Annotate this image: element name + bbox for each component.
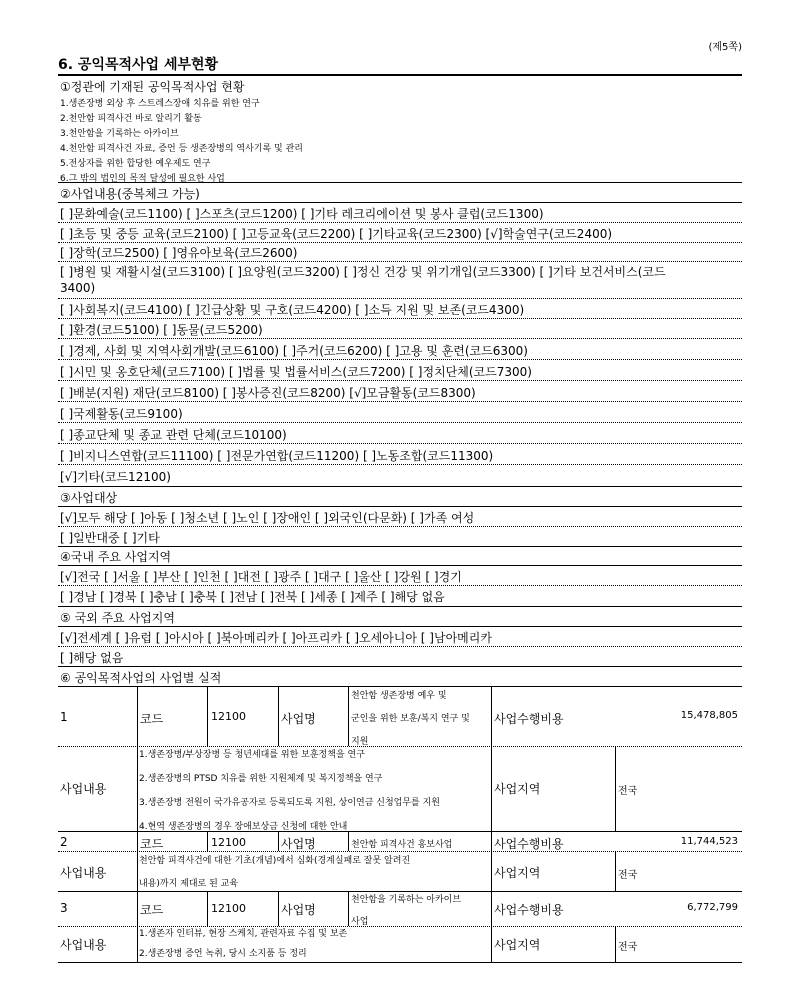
section-divider xyxy=(58,626,742,627)
section-divider xyxy=(58,202,742,203)
business-type-line: [ ]병원 및 재활시설(코드3100) [ ]요양원(코드3200) [ ]정신 건강 및 위기개입(코드3300) [ ]기타 보건서비스(코드 xyxy=(60,265,666,279)
section-divider xyxy=(58,182,742,183)
dotted-divider xyxy=(58,338,742,339)
overseas-region-line: [ ]해당 없음 xyxy=(60,651,124,665)
section1-heading: ①정관에 기재된 공익목적사업 현황 xyxy=(60,80,245,94)
section-divider xyxy=(58,666,742,667)
table-col-border xyxy=(348,686,349,746)
business-content-line: 4.현역 생존장병의 경우 장애보상금 신청에 대한 안내 xyxy=(139,822,348,832)
page-number: (제5쪽) xyxy=(708,42,742,53)
business-name-value: 사업 xyxy=(351,917,369,927)
table-col-border xyxy=(615,851,616,891)
business-cost-value: 15,478,805 xyxy=(680,710,738,721)
table-col-border xyxy=(137,746,138,831)
dotted-divider xyxy=(58,851,742,852)
business-cost-value: 11,744,523 xyxy=(680,836,738,847)
dotted-divider xyxy=(58,298,742,299)
title-underline xyxy=(58,74,742,76)
row-number: 1 xyxy=(60,710,68,724)
business-content-line: 천안함 피격사건에 대한 기초(개념)에서 심화(경계실패로 잘못 알려진 xyxy=(139,856,411,866)
section1-item: 6.그 밖의 법인의 목적 달성에 필요한 사업 xyxy=(60,174,225,184)
table-col-border xyxy=(137,831,138,851)
section5-heading: ⑤ 국외 주요 사업지역 xyxy=(60,611,175,625)
business-content-line: 1.생존자 인터뷰, 현장 스케치, 관련자료 수집 및 보존 xyxy=(139,929,348,939)
table-col-border xyxy=(491,926,492,962)
target-line: [ ]일반대중 [ ]기타 xyxy=(60,531,160,545)
business-cost-label: 사업수행비용 xyxy=(494,837,564,851)
business-type-line: [ ]장학(코드2500) [ ]영유아보육(코드2600) xyxy=(60,246,298,260)
business-name-label: 사업명 xyxy=(281,837,316,851)
dotted-divider xyxy=(58,222,742,223)
table-col-border xyxy=(615,926,616,962)
section6-heading: ⑥ 공익목적사업의 사업별 실적 xyxy=(60,671,222,685)
row-number: 3 xyxy=(60,901,68,915)
business-content-line: 2.생존장병 증언 녹취, 당시 소지품 등 정리 xyxy=(139,949,307,959)
dotted-divider xyxy=(58,261,742,262)
dotted-divider xyxy=(58,585,742,586)
table-bottom-border xyxy=(58,962,742,963)
section1-item: 5.전상자를 위한 합당한 예우제도 연구 xyxy=(60,159,211,169)
table-col-border xyxy=(491,746,492,831)
table-col-border xyxy=(491,831,492,851)
business-region-label: 사업지역 xyxy=(494,938,541,952)
table-col-border xyxy=(137,926,138,962)
code-value: 12100 xyxy=(211,836,246,849)
business-name-value: 천안함 생존장병 예우 및 xyxy=(351,691,447,701)
business-name-value: 천안함 피격사건 홍보사업 xyxy=(351,840,453,850)
table-col-border xyxy=(137,851,138,891)
business-content-line: 3.생존장병 전원이 국가유공자로 등록되도록 지원, 상이연금 신청업무를 지원 xyxy=(139,798,440,808)
section3-heading: ③사업대상 xyxy=(60,491,118,505)
section1-item: 2.천안함 피격사건 바로 알리기 활동 xyxy=(60,114,202,124)
business-type-line: [ ]비지니스연합(코드11100) [ ]전문가연합(코드11200) [ ]노동조합(코드11300) xyxy=(60,449,494,463)
table-col-border xyxy=(278,686,279,746)
business-type-line: [ ]환경(코드5100) [ ]동물(코드5200) xyxy=(60,323,263,337)
section-divider xyxy=(58,606,742,607)
section1-item: 3.천안함을 기록하는 아카이브 xyxy=(60,129,179,139)
business-region-value: 전국 xyxy=(618,942,638,953)
business-region-value: 전국 xyxy=(618,786,638,797)
business-name-value: 군인을 위한 보훈/복지 연구 및 xyxy=(351,714,470,724)
table-col-border xyxy=(137,891,138,926)
table-col-border xyxy=(207,686,208,746)
section-divider xyxy=(58,486,742,487)
business-cost-value: 6,772,799 xyxy=(687,902,738,913)
business-type-line: [ ]종교단체 및 종교 관련 단체(코드10100) xyxy=(60,428,287,442)
business-name-value: 지원 xyxy=(351,737,369,747)
business-content-line: 1.생존장병/부상장병 등 청년세대를 위한 보훈정책을 연구 xyxy=(139,750,365,760)
dotted-divider xyxy=(58,646,742,647)
table-col-border xyxy=(491,891,492,926)
code-value: 12100 xyxy=(211,710,246,723)
dotted-divider xyxy=(58,443,742,444)
section-divider xyxy=(58,546,742,547)
row-divider xyxy=(58,831,742,832)
code-value: 12100 xyxy=(211,902,246,915)
business-type-line: [ ]문화예술(코드1100) [ ]스포츠(코드1200) [ ]기타 레크리에이션 및 봉사 클럽(코드1300) xyxy=(60,207,544,221)
dotted-divider xyxy=(58,359,742,360)
business-name-value: 천안함을 기록하는 아카이브 xyxy=(351,895,462,905)
business-name-label: 사업명 xyxy=(281,712,316,726)
business-type-line: [ ]배분(지원) 재단(코드8100) [ ]봉사증진(코드8200) [√]모금활동(코드8300) xyxy=(60,386,476,400)
dotted-divider xyxy=(58,380,742,381)
table-col-border xyxy=(491,851,492,891)
business-content-label: 사업내용 xyxy=(60,938,107,952)
business-region-value: 전국 xyxy=(618,870,638,881)
business-cost-label: 사업수행비용 xyxy=(494,903,564,917)
section-divider xyxy=(58,506,742,507)
dotted-divider xyxy=(58,401,742,402)
table-col-border xyxy=(278,891,279,926)
business-type-line: [ ]사회복지(코드4100) [ ]긴급상황 및 구호(코드4200) [ ]소득 지원 및 보존(코드4300) xyxy=(60,303,525,317)
business-region-label: 사업지역 xyxy=(494,782,541,796)
business-name-label: 사업명 xyxy=(281,903,316,917)
section1-item: 4.천안함 피격사건 자료, 증언 등 생존장병의 역사기록 및 관리 xyxy=(60,144,303,154)
target-line: [√]모두 해당 [ ]아동 [ ]청소년 [ ]노인 [ ]장애인 [ ]외국인(다문화) [ ]가족 여성 xyxy=(60,511,475,525)
business-type-line: [ ]시민 및 옹호단체(코드7100) [ ]법률 및 법률서비스(코드7200) [ ]정치단체(코드7300) xyxy=(60,365,532,379)
dotted-divider xyxy=(58,422,742,423)
table-col-border xyxy=(207,831,208,851)
business-content-line: 내용)까지 제대로 된 교육 xyxy=(139,879,239,889)
domestic-region-line: [ ]경남 [ ]경북 [ ]충남 [ ]충북 [ ]전남 [ ]전북 [ ]세종 [ ]제주 [ ]해당 없음 xyxy=(60,590,445,604)
dotted-divider xyxy=(58,464,742,465)
business-region-label: 사업지역 xyxy=(494,866,541,880)
section-divider xyxy=(58,565,742,566)
domestic-region-line: [√]전국 [ ]서울 [ ]부산 [ ]인천 [ ]대전 [ ]광주 [ ]대구 [ ]울산 [ ]강원 [ ]경기 xyxy=(60,570,462,584)
business-type-line: [ ]국제활동(코드9100) xyxy=(60,407,183,421)
table-col-border xyxy=(615,746,616,831)
row-number: 2 xyxy=(60,835,68,849)
section-divider xyxy=(58,686,742,687)
page-title: 6. 공익목적사업 세부현황 xyxy=(58,57,219,73)
section4-heading: ④국내 주요 사업지역 xyxy=(60,550,172,564)
code-label: 코드 xyxy=(140,712,164,726)
table-col-border xyxy=(207,891,208,926)
section2-heading: ②사업내용(중복체크 가능) xyxy=(60,187,200,201)
table-col-border xyxy=(491,686,492,746)
business-content-line: 2.생존장병의 PTSD 치유를 위한 지원체계 및 복지정책을 연구 xyxy=(139,774,383,784)
table-col-border xyxy=(348,831,349,851)
section1-item: 1.생존장병 외상 후 스트레스장애 치유를 위한 연구 xyxy=(60,99,260,109)
dotted-divider xyxy=(58,526,742,527)
dotted-divider xyxy=(58,318,742,319)
business-content-label: 사업내용 xyxy=(60,782,107,796)
business-type-line: [ ]초등 및 중등 교육(코드2100) [ ]고등교육(코드2200) [ ]기타교육(코드2300) [√]학술연구(코드2400) xyxy=(60,227,613,241)
code-label: 코드 xyxy=(140,903,164,917)
business-type-line: [√]기타(코드12100) xyxy=(60,470,171,484)
dotted-divider xyxy=(58,242,742,243)
table-col-border xyxy=(278,831,279,851)
table-col-border xyxy=(348,891,349,926)
code-label: 코드 xyxy=(140,837,164,851)
table-col-border xyxy=(137,686,138,746)
overseas-region-line: [√]전세계 [ ]유럽 [ ]아시아 [ ]북아메리카 [ ]아프리카 [ ]오세아니아 [ ]남아메리카 xyxy=(60,631,492,645)
business-cost-label: 사업수행비용 xyxy=(494,712,564,726)
business-content-label: 사업내용 xyxy=(60,866,107,880)
business-type-line: [ ]경제, 사회 및 지역사회개발(코드6100) [ ]주거(코드6200) [ ]고용 및 훈련(코드6300) xyxy=(60,344,528,358)
business-type-line: 3400) xyxy=(60,281,96,295)
